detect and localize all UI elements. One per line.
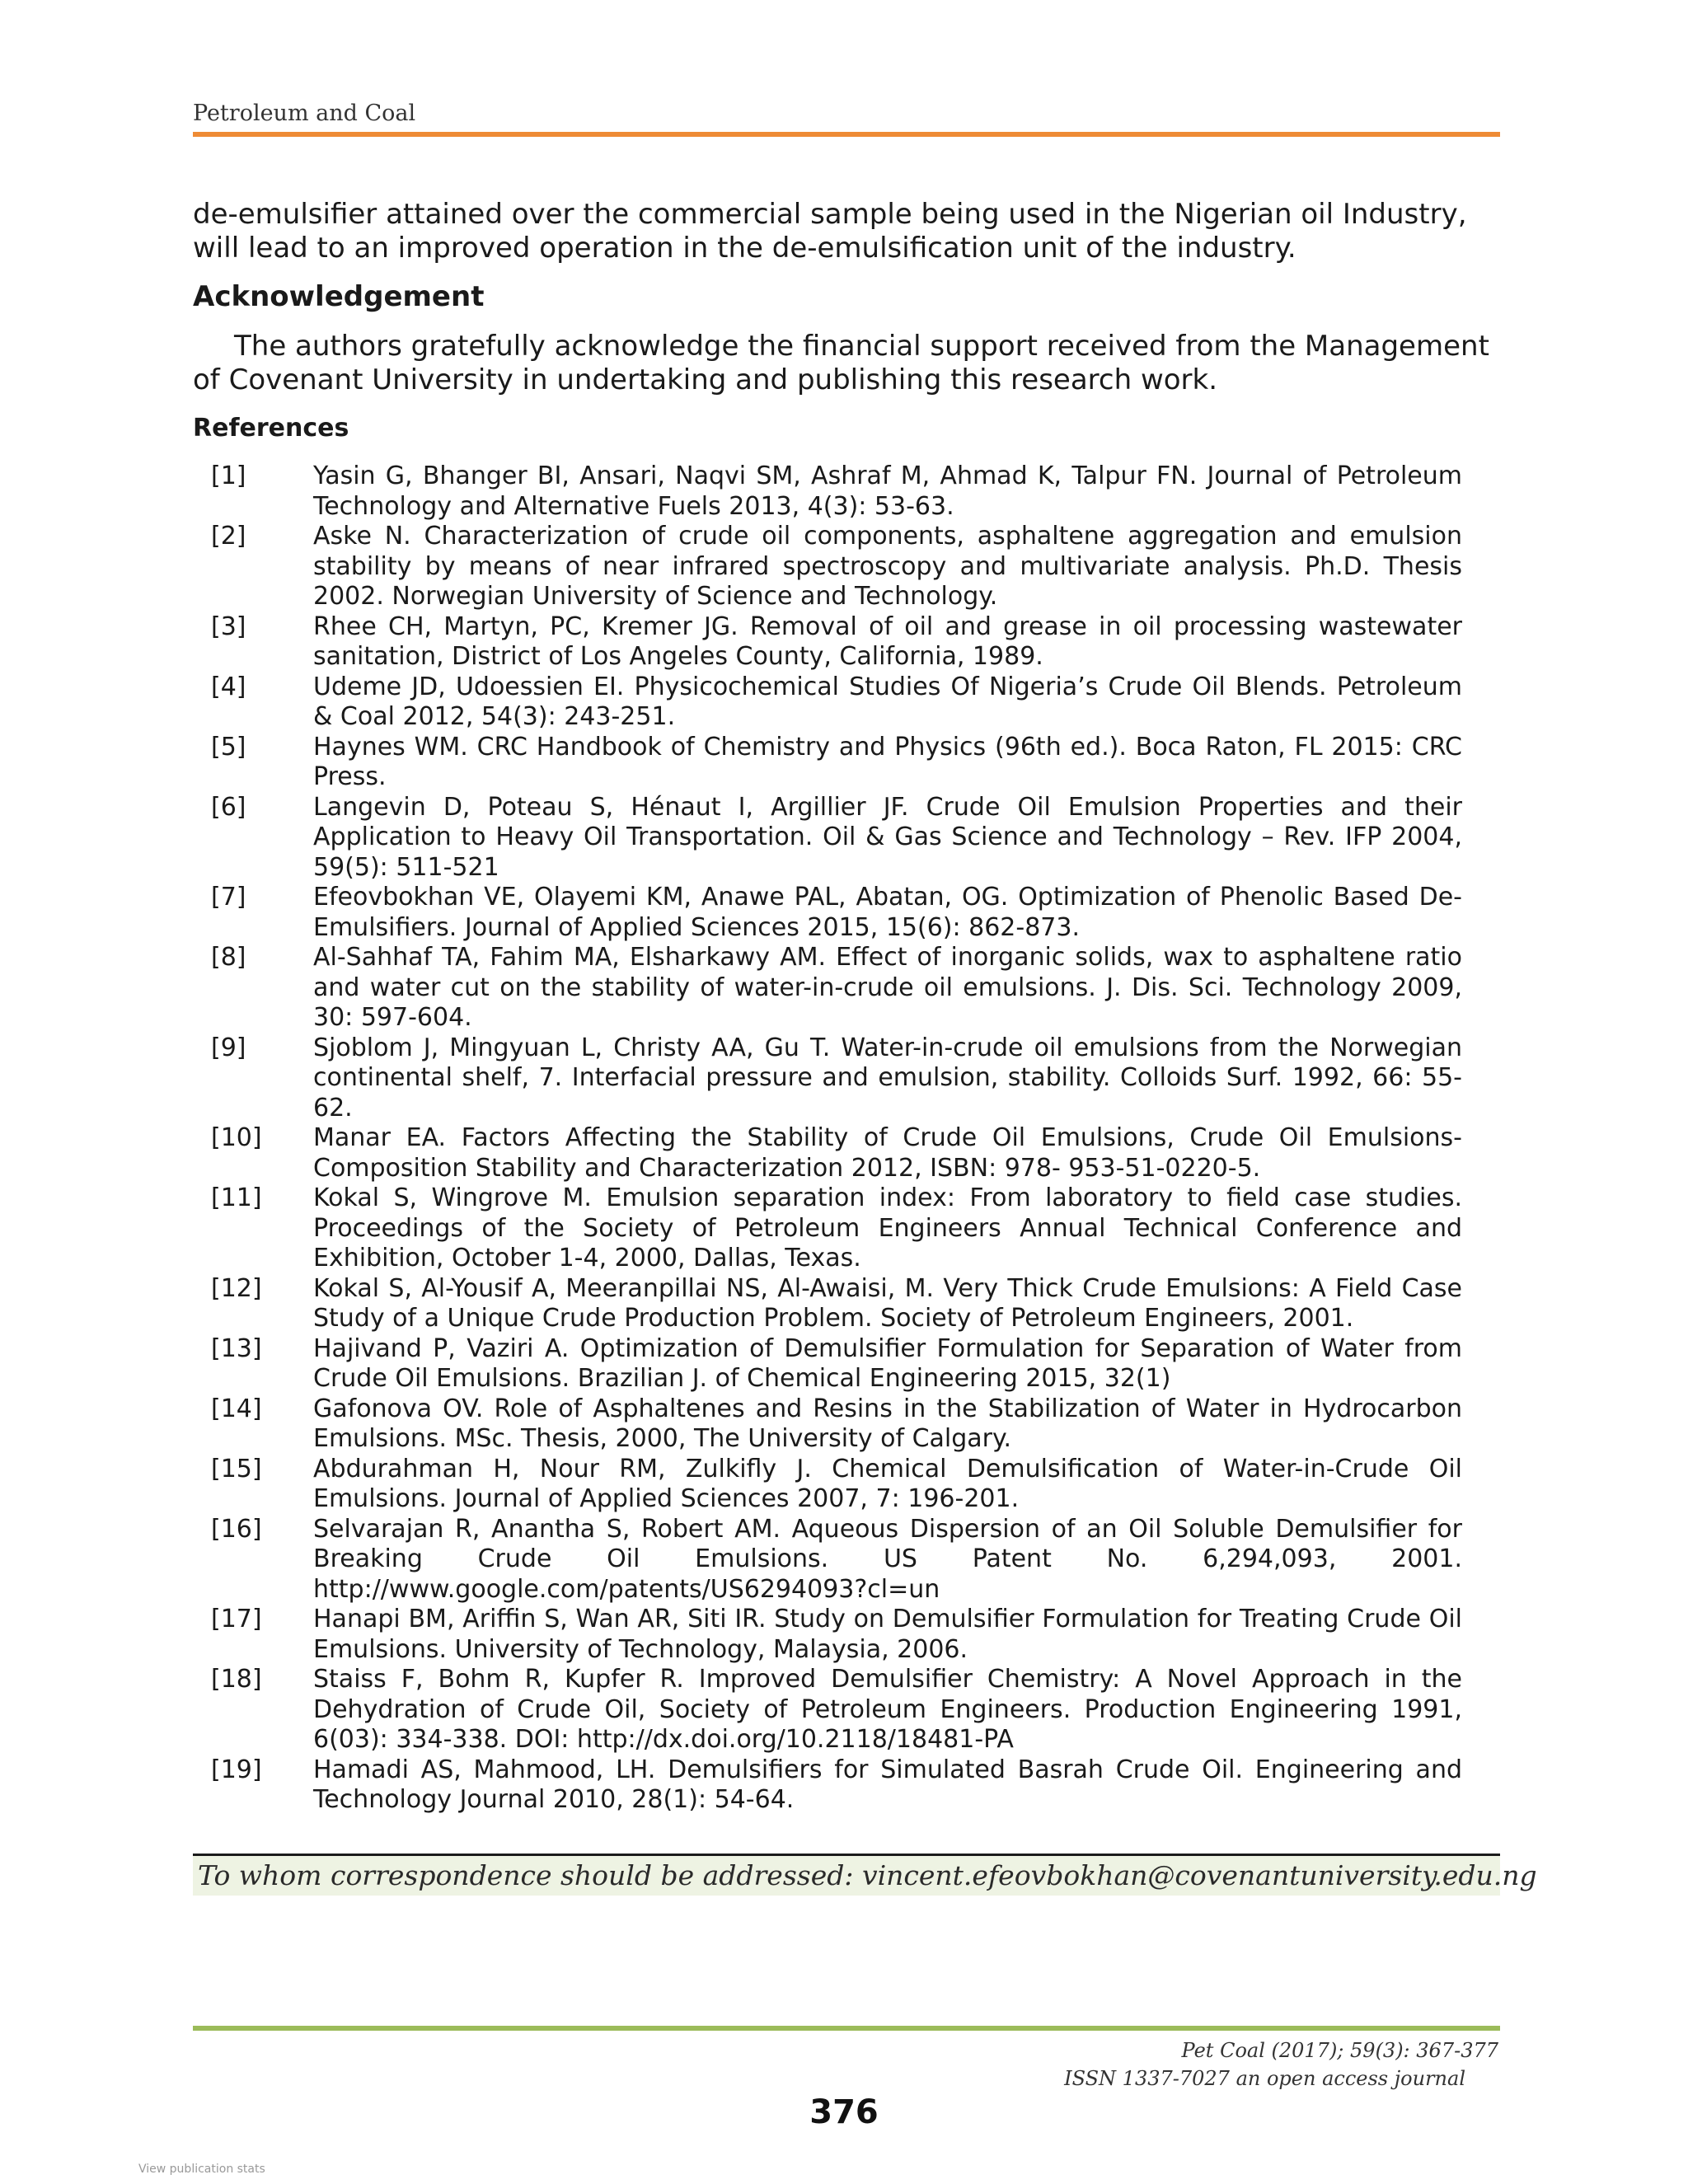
reference-item xyxy=(193,943,1462,1033)
reference-number: [7] xyxy=(211,883,246,912)
reference-item xyxy=(193,522,1462,612)
reference-text: Yasin G, Bhanger BI, Ansari, Naqvi SM, Ashraf M, Ahmad K, Talpur FN. Journal of Petroleum Technology and Alternative Fuels 2013, 4(3): 53-63. xyxy=(313,462,1462,521)
reference-number: [6] xyxy=(211,792,246,822)
reference-item xyxy=(193,883,1462,943)
reference-item xyxy=(193,1755,1462,1816)
reference-number: [17] xyxy=(211,1605,262,1633)
reference-list xyxy=(193,462,1462,1816)
reference-item xyxy=(193,733,1462,793)
reference-item xyxy=(193,673,1462,733)
correspondence-note: To whom correspondence should be addressed: vincent.efeovbokhan@covenantuniversity.edu.ng xyxy=(198,1859,1537,1891)
reference-item xyxy=(193,1334,1462,1394)
header-rule xyxy=(193,132,1500,137)
reference-text: Abdurahman H, Nour RM, Zulkifly J. Chemical Demulsification of Water-in-Crude Oil Emulsions. Journal of Applied Sciences 2007, 7: 196-201. xyxy=(313,1454,1462,1513)
reference-item xyxy=(193,1455,1462,1515)
reference-text: Haynes WM. CRC Handbook of Chemistry and Physics (96th ed.). Boca Raton, FL 2015: CRC Press. xyxy=(313,732,1462,791)
reference-number: [3] xyxy=(211,612,246,641)
reference-number: [12] xyxy=(211,1273,262,1303)
reference-number: [1] xyxy=(211,462,246,490)
reference-item xyxy=(193,1123,1462,1183)
reference-number: [10] xyxy=(211,1123,262,1152)
reference-number: [19] xyxy=(211,1755,262,1784)
reference-number: [9] xyxy=(211,1033,246,1062)
footer-rule xyxy=(193,2026,1500,2031)
reference-text: Kokal S, Al-Yousif A, Meeranpillai NS, Al-Awaisi, M. Very Thick Crude Emulsions: A Field Case Study of a Unique Crude Production Problem. Society of Petroleum Engineers, 2001. xyxy=(313,1273,1462,1333)
reference-number: [2] xyxy=(211,522,246,551)
reference-text: Selvarajan R, Anantha S, Robert AM. Aqueous Dispersion of an Oil Soluble Demulsifier for Breaking Crude Oil Emulsions. US Patent No. 6,294,093, 2001. http://www.google.com/patents/US6294093?cl=un xyxy=(313,1514,1462,1604)
reference-number: [16] xyxy=(211,1514,262,1544)
reference-number: [8] xyxy=(211,943,246,972)
references-heading: References xyxy=(193,414,349,443)
reference-text: Udeme JD, Udoessien EI. Physicochemical Studies Of Nigeria’s Crude Oil Blends. Petroleum & Coal 2012, 54(3): 243-251. xyxy=(313,672,1462,731)
reference-number: [13] xyxy=(211,1333,262,1363)
reference-number: [4] xyxy=(211,672,246,701)
reference-item xyxy=(193,1665,1462,1755)
reference-number: [15] xyxy=(211,1454,262,1483)
reference-item xyxy=(193,1033,1462,1124)
reference-text: Hamadi AS, Mahmood, LH. Demulsifiers for Simulated Basrah Crude Oil. Engineering and Technology Journal 2010, 28(1): 54-64. xyxy=(313,1755,1462,1814)
reference-text: Hajivand P, Vaziri A. Optimization of Demulsifier Formulation for Separation of Water from Crude Oil Emulsions. Brazilian J. of Chemical Engineering 2015, 32(1) xyxy=(313,1333,1462,1393)
reference-text: Rhee CH, Martyn, PC, Kremer JG. Removal of oil and grease in oil processing wastewater sanitation, District of Los Angeles County, California, 1989. xyxy=(313,612,1462,671)
reference-item xyxy=(193,1274,1462,1334)
reference-text: Hanapi BM, Ariffin S, Wan AR, Siti IR. Study on Demulsifier Formulation for Treating Crude Oil Emulsions. University of Technology, Malaysia, 2006. xyxy=(313,1605,1462,1664)
publication-stats-link[interactable]: View publication stats xyxy=(138,2163,265,2176)
reference-number: [11] xyxy=(211,1183,262,1212)
reference-item xyxy=(193,793,1462,883)
acknowledgement-heading: Acknowledgement xyxy=(193,280,485,313)
closing-paragraph: de-emulsifier attained over the commercial sample being used in the Nigerian oil Industry, will lead to an improved operation in the de-emulsification unit of the industry. xyxy=(193,198,1467,265)
reference-item xyxy=(193,1605,1462,1665)
page-number: 376 xyxy=(809,2093,879,2131)
reference-text: Kokal S, Wingrove M. Emulsion separation index: From laboratory to field case studies. Proceedings of the Society of Petroleum Engineers Annual Technical Conference and Exhibition, October 1-4, 2000, Dallas, Texas. xyxy=(313,1183,1462,1272)
journal-citation: Pet Coal (2017); 59(3): 367-377 xyxy=(1181,2039,1498,2062)
reference-text: Al-Sahhaf TA, Fahim MA, Elsharkawy AM. Effect of inorganic solids, wax to asphaltene ratio and water cut on the stability of water-in-crude oil emulsions. J. Dis. Sci. Technology 2009, 30: 597-604. xyxy=(313,943,1462,1032)
reference-item xyxy=(193,1394,1462,1455)
reference-item xyxy=(193,1515,1462,1605)
reference-text: Langevin D, Poteau S, Hénaut I, Argillier JF. Crude Oil Emulsion Properties and their Application to Heavy Oil Transportation. Oil & Gas Science and Technology – Rev. IFP 2004, 59(5): 511-521 xyxy=(313,792,1462,882)
reference-item xyxy=(193,1183,1462,1274)
reference-text: Manar EA. Factors Affecting the Stability of Crude Oil Emulsions, Crude Oil Emulsions-Composition Stability and Characterization 2012, ISBN: 978- 953-51-0220-5. xyxy=(313,1123,1462,1183)
reference-number: [18] xyxy=(211,1665,262,1694)
reference-text: Staiss F, Bohm R, Kupfer R. Improved Demulsifier Chemistry: A Novel Approach in the Dehydration of Crude Oil, Society of Petroleum Engineers. Production Engineering 1991, 6(03): 334-338. DOI: http://dx.doi.org/10.2118/18481-PA xyxy=(313,1665,1462,1754)
reference-number: [14] xyxy=(211,1394,262,1423)
issn-line: ISSN 1337-7027 an open access journal xyxy=(1064,2067,1465,2090)
acknowledgement-text: The authors gratefully acknowledge the financial support received from the Management of Covenant University in undertaking and publishing this research work. xyxy=(193,330,1489,396)
reference-text: Efeovbokhan VE, Olayemi KM, Anawe PAL, Abatan, OG. Optimization of Phenolic Based De-Emulsifiers. Journal of Applied Sciences 2015, 15(6): 862-873. xyxy=(313,883,1462,942)
reference-item xyxy=(193,612,1462,673)
reference-text: Gafonova OV. Role of Asphaltenes and Resins in the Stabilization of Water in Hydrocarbon Emulsions. MSc. Thesis, 2000, The University of Calgary. xyxy=(313,1394,1462,1453)
reference-text: Sjoblom J, Mingyuan L, Christy AA, Gu T. Water-in-crude oil emulsions from the Norwegian continental shelf, 7. Interfacial pressure and emulsion, stability. Colloids Surf. 1992, 66: 55-62. xyxy=(313,1033,1462,1122)
reference-item xyxy=(193,462,1462,522)
running-head: Petroleum and Coal xyxy=(193,101,416,126)
reference-number: [5] xyxy=(211,732,246,762)
reference-text: Aske N. Characterization of crude oil components, asphaltene aggregation and emulsion stability by means of near infrared spectroscopy and multivariate analysis. Ph.D. Thesis 2002. Norwegian University of Science and Technology. xyxy=(313,522,1462,611)
